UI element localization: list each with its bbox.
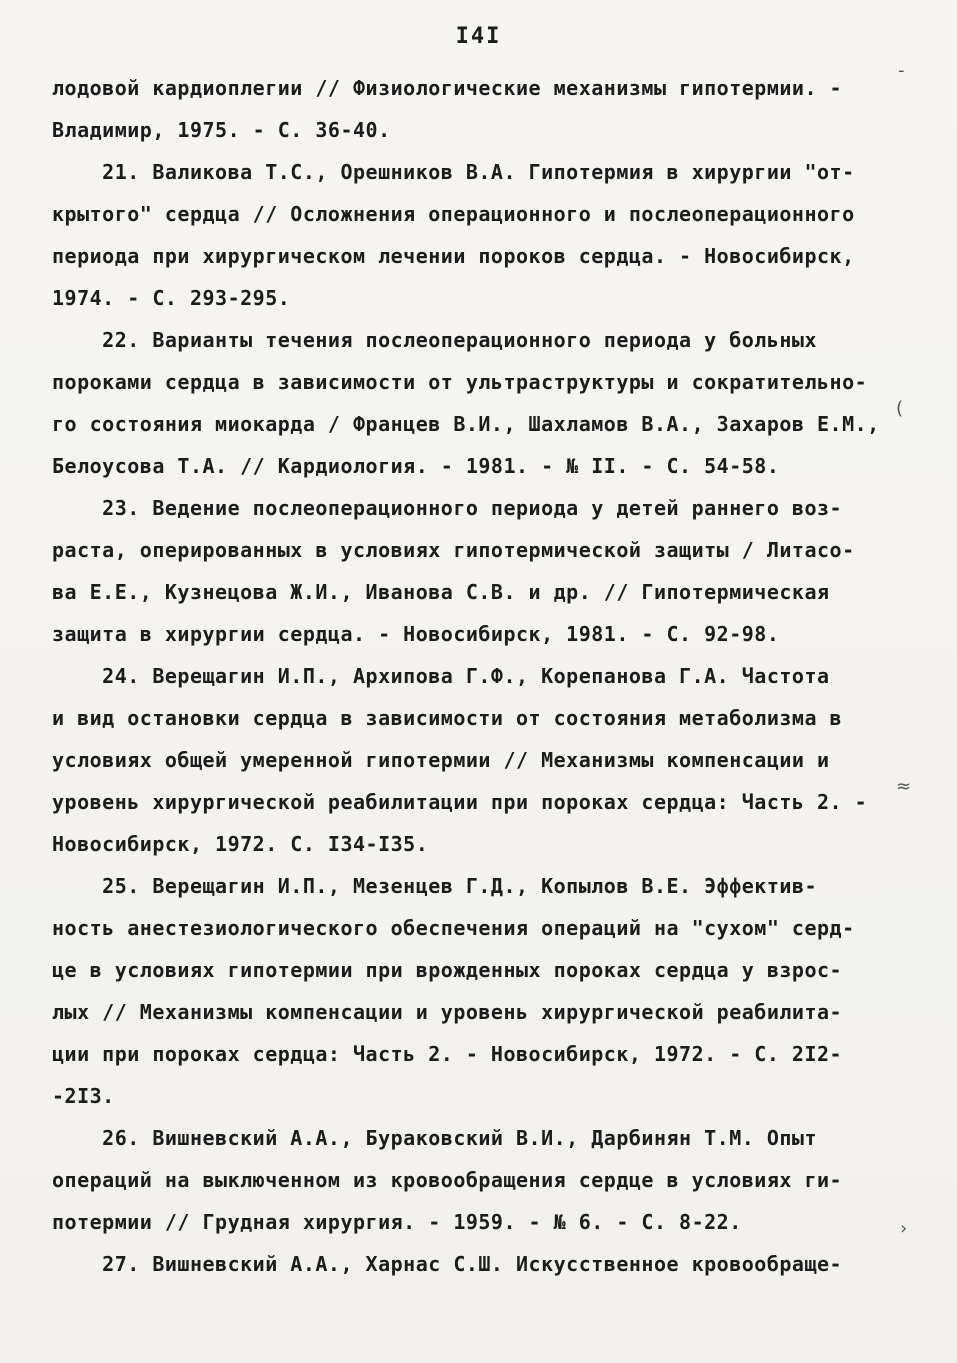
text-line: пороками сердца в зависимости от ультраструктуры и сократительно-	[52, 370, 868, 394]
text-line: ва Е.Е., Кузнецова Ж.И., Иванова С.В. и др. // Гипотермическая	[52, 580, 830, 604]
text-line: Владимир, 1975. - С. 36-40.	[52, 118, 391, 142]
text-line: 21. Валикова Т.С., Орешников В.А. Гипотермия в хирургии "от-	[52, 160, 855, 184]
text-line: це в условиях гипотермии при врожденных пороках сердца у взрос-	[52, 958, 843, 982]
margin-mark: ≈	[896, 776, 912, 797]
text-line: 27. Вишневский А.А., Харнас С.Ш. Искусственное кровообраще-	[52, 1252, 843, 1276]
text-line: раста, оперированных в условиях гипотермической защиты / Литасо-	[52, 538, 855, 562]
text-line: лых // Механизмы компенсации и уровень хирургической реабилита-	[52, 1000, 843, 1024]
text-line: периода при хирургическом лечении пороков сердца. - Новосибирск,	[52, 244, 855, 268]
text-line: 1974. - С. 293-295.	[52, 286, 291, 310]
text-line: и вид остановки сердца в зависимости от состояния метаболизма в	[52, 706, 843, 730]
text-line: ность анестезиологического обеспечения операций на "сухом" серд-	[52, 916, 855, 940]
text-line: крытого" сердца // Осложнения операционного и послеоперационного	[52, 202, 855, 226]
margin-mark: ›	[900, 1218, 908, 1239]
text-line: потермии // Грудная хирургия. - 1959. - № 6. - С. 8-22.	[52, 1210, 742, 1234]
text-line: операций на выключенном из кровообращения сердце в условиях ги-	[52, 1168, 843, 1192]
margin-mark: ‐	[898, 60, 905, 81]
text-line: условиях общей умеренной гипотермии // Механизмы компенсации и	[52, 748, 830, 772]
margin-mark: (	[896, 398, 904, 419]
text-line: защита в хирургии сердца. - Новосибирск, 1981. - С. 92-98.	[52, 622, 780, 646]
text-line: Белоусова Т.А. // Кардиология. - 1981. - № II. - С. 54-58.	[52, 454, 780, 478]
text-line: 23. Ведение послеоперационного периода у детей раннего воз-	[52, 496, 843, 520]
text-line: лодовой кардиоплегии // Физиологические механизмы гипотермии. -	[52, 76, 843, 100]
text-line: уровень хирургической реабилитации при пороках сердца: Часть 2. -	[52, 790, 868, 814]
text-line: го состояния миокарда / Францев В.И., Шахламов В.А., Захаров Е.М.,	[52, 412, 880, 436]
text-line: -2I3.	[52, 1084, 115, 1108]
text-line: 22. Варианты течения послеоперационного периода у больных	[52, 328, 818, 352]
page-number: I4I	[455, 24, 502, 49]
text-line: ции при пороках сердца: Часть 2. - Новосибирск, 1972. - С. 2I2-	[52, 1042, 843, 1066]
text-line: 26. Вишневский А.А., Бураковский В.И., Дарбинян Т.М. Опыт	[52, 1126, 818, 1150]
text-line: Новосибирск, 1972. С. I34-I35.	[52, 832, 429, 856]
text-line: 24. Верещагин И.П., Архипова Г.Ф., Корепанова Г.А. Частота	[52, 664, 830, 688]
text-line: 25. Верещагин И.П., Мезенцев Г.Д., Копылов В.Е. Эффектив-	[52, 874, 818, 898]
